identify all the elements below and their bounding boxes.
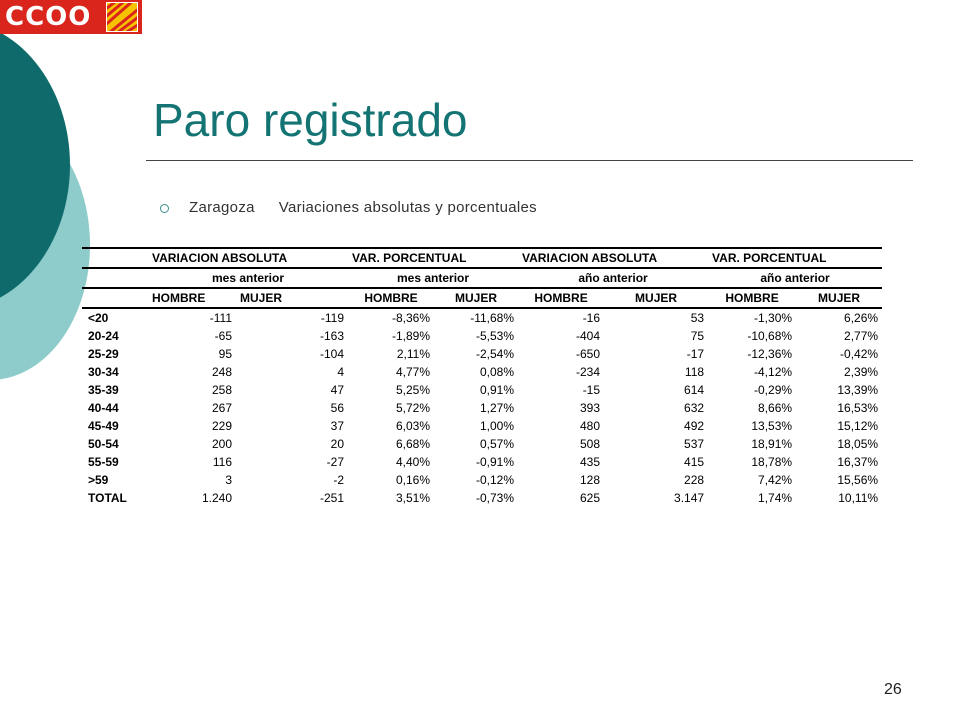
table-cell: 75 xyxy=(690,329,705,343)
table-cell: -0,91% xyxy=(476,455,515,469)
table-cell: -2,54% xyxy=(476,347,515,361)
table-cell: 1,00% xyxy=(480,419,515,433)
table-cell: -1,89% xyxy=(391,329,431,343)
period-header-row xyxy=(82,268,882,288)
group-header-row xyxy=(82,248,882,268)
table-cell: 6,26% xyxy=(844,311,879,325)
table-row xyxy=(82,471,882,489)
table-cell: -104 xyxy=(319,347,345,361)
ccoo-logo xyxy=(0,0,142,34)
subtitle-place: Zaragoza xyxy=(189,199,255,216)
column-header: MUJER xyxy=(796,288,882,308)
table-cell: 13,39% xyxy=(837,383,879,397)
table-cell: -15 xyxy=(582,383,601,397)
table-cell: 4,77% xyxy=(395,365,431,379)
row-label: <20 xyxy=(88,311,109,325)
table-cell: -4,12% xyxy=(754,365,793,379)
slide-title: Paro registrado xyxy=(153,94,468,146)
table-cell: -0,42% xyxy=(840,347,879,361)
slide-subtitle xyxy=(189,199,537,216)
table-cell: 0,16% xyxy=(395,473,431,487)
table-cell: 1,27% xyxy=(480,401,515,415)
table-row xyxy=(82,327,882,345)
row-label: TOTAL xyxy=(88,491,127,505)
table-row xyxy=(82,345,882,363)
table-cell: 492 xyxy=(684,419,705,433)
table-cell: -65 xyxy=(214,329,232,343)
table-cell: -10,68% xyxy=(747,329,793,343)
table-row xyxy=(82,399,882,417)
table-cell: 95 xyxy=(218,347,232,361)
aragon-flag-icon xyxy=(106,2,138,32)
table-cell: -17 xyxy=(686,347,705,361)
table-cell: 118 xyxy=(684,365,705,379)
table-cell: -251 xyxy=(319,491,345,505)
table-cell: 258 xyxy=(211,383,232,397)
table-cell: 7,42% xyxy=(758,473,793,487)
table-cell: 393 xyxy=(580,401,601,415)
table-cell: -404 xyxy=(576,329,601,343)
table-cell: 8,66% xyxy=(758,401,793,415)
unemployment-variation-table xyxy=(82,247,882,507)
table-cell: -27 xyxy=(326,455,345,469)
table-cell: 5,25% xyxy=(395,383,431,397)
table-row xyxy=(82,363,882,381)
column-header: MUJER xyxy=(236,288,348,308)
table-cell: 18,05% xyxy=(837,437,879,451)
table-cell: 16,37% xyxy=(837,455,879,469)
table-cell: 2,39% xyxy=(844,365,879,379)
table-cell: 415 xyxy=(684,455,705,469)
row-label: 35-39 xyxy=(88,383,119,397)
row-label: 45-49 xyxy=(88,419,119,433)
period-header: mes anterior xyxy=(148,268,348,288)
table-cell: 200 xyxy=(211,437,232,451)
row-label: >59 xyxy=(88,473,109,487)
table-cell: 6,03% xyxy=(395,419,431,433)
group-header: VAR. PORCENTUAL xyxy=(348,248,518,268)
table-cell: 229 xyxy=(211,419,232,433)
table-cell: -119 xyxy=(320,311,345,325)
table-cell: -1,30% xyxy=(754,311,793,325)
table-cell: 20 xyxy=(330,437,345,451)
table-cell: 3,51% xyxy=(395,491,431,505)
table-cell: 1.240 xyxy=(201,491,232,505)
table-cell: 16,53% xyxy=(837,401,879,415)
table-cell: 18,91% xyxy=(751,437,793,451)
table-row xyxy=(82,453,882,471)
table-cell: 18,78% xyxy=(751,455,793,469)
group-header: VARIACION ABSOLUTA xyxy=(148,248,348,268)
table-cell: 1,74% xyxy=(758,491,793,505)
table-row xyxy=(82,381,882,399)
table-cell: 614 xyxy=(684,383,705,397)
table-body xyxy=(82,308,882,507)
period-header: año anterior xyxy=(708,268,882,288)
table-cell: 15,12% xyxy=(837,419,879,433)
row-label: 30-34 xyxy=(88,365,119,379)
table-row xyxy=(82,417,882,435)
table-cell: 0,57% xyxy=(480,437,515,451)
table-cell: 632 xyxy=(684,401,705,415)
table-cell: -234 xyxy=(576,365,601,379)
table-row xyxy=(82,308,882,327)
subtitle-description: Variaciones absolutas y porcentuales xyxy=(278,199,537,216)
table-cell: -0,12% xyxy=(476,473,515,487)
table-cell: -0,73% xyxy=(476,491,515,505)
table-cell: 4 xyxy=(337,365,345,379)
table-cell: 4,40% xyxy=(395,455,431,469)
table-cell: 625 xyxy=(580,491,601,505)
table-row xyxy=(82,435,882,453)
table-cell: -650 xyxy=(576,347,601,361)
table-cell: 37 xyxy=(330,419,345,433)
row-label: 25-29 xyxy=(88,347,119,361)
title-divider xyxy=(146,160,913,161)
table-cell: 2,77% xyxy=(844,329,879,343)
row-label: 40-44 xyxy=(88,401,119,415)
table-cell: 5,72% xyxy=(395,401,431,415)
table-cell: 128 xyxy=(580,473,601,487)
table-cell: -11,68% xyxy=(470,311,515,325)
table-row xyxy=(82,489,882,507)
period-header: mes anterior xyxy=(348,268,518,288)
table-cell: 53 xyxy=(690,311,705,325)
table-cell: 228 xyxy=(684,473,705,487)
table-cell: 15,56% xyxy=(837,473,879,487)
table-cell: -8,36% xyxy=(391,311,431,325)
column-header: MUJER xyxy=(604,288,708,308)
table-cell: 47 xyxy=(330,383,345,397)
column-header: HOMBRE xyxy=(708,288,796,308)
table-cell: -12,36% xyxy=(747,347,793,361)
table-cell: 508 xyxy=(580,437,601,451)
period-header: año anterior xyxy=(518,268,708,288)
table-cell: 0,08% xyxy=(480,365,515,379)
column-header-row xyxy=(82,288,882,308)
table-cell: 6,68% xyxy=(395,437,431,451)
logo-text: CCOO xyxy=(5,2,92,32)
table-cell: 3.147 xyxy=(674,491,705,505)
row-label: 20-24 xyxy=(88,329,119,343)
table-cell: -0,29% xyxy=(754,383,793,397)
group-header: VARIACION ABSOLUTA xyxy=(518,248,708,268)
table-cell: 56 xyxy=(330,401,345,415)
table-cell: -163 xyxy=(319,329,345,343)
table-cell: 13,53% xyxy=(751,419,793,433)
group-header: VAR. PORCENTUAL xyxy=(708,248,882,268)
table-cell: 0,91% xyxy=(480,383,515,397)
bullet-icon xyxy=(160,204,169,213)
table-cell: 248 xyxy=(211,365,232,379)
row-label: 50-54 xyxy=(88,437,119,451)
table-cell: 435 xyxy=(580,455,601,469)
column-header: MUJER xyxy=(434,288,518,308)
table-cell: 480 xyxy=(580,419,601,433)
table-cell: 267 xyxy=(211,401,232,415)
table-cell: 116 xyxy=(212,455,232,469)
column-header: HOMBRE xyxy=(348,288,434,308)
table-cell: 3 xyxy=(225,473,232,487)
row-label: 55-59 xyxy=(88,455,119,469)
table-cell: 537 xyxy=(684,437,705,451)
page-number: 26 xyxy=(884,681,902,698)
column-header: HOMBRE xyxy=(148,288,236,308)
column-header: HOMBRE xyxy=(518,288,604,308)
table-cell: -111 xyxy=(209,311,232,325)
unemployment-table-container xyxy=(82,247,879,507)
table-cell: -2 xyxy=(333,473,345,487)
table-cell: -5,53% xyxy=(476,329,515,343)
table-cell: 2,11% xyxy=(396,347,431,361)
table-cell: 10,11% xyxy=(838,491,879,505)
table-cell: -16 xyxy=(582,311,601,325)
